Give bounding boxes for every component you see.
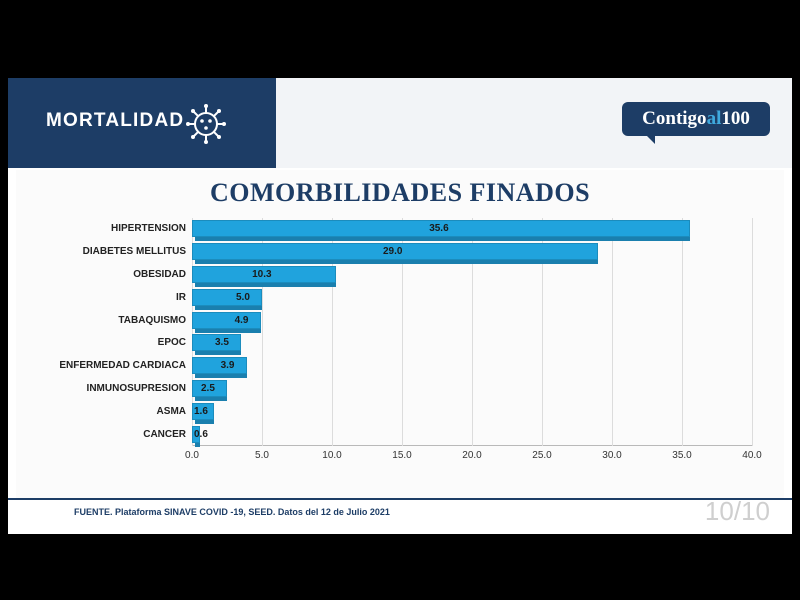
chart-bar-row: [156, 401, 752, 423]
brand-logo: [622, 102, 770, 136]
logo-part-100: 100: [721, 108, 750, 129]
bar-wrapper: [192, 289, 262, 306]
y-axis-category-label: ENFERMEDAD CARDIACA: [59, 360, 186, 372]
y-axis-category-label: OBESIDAD: [133, 269, 186, 280]
chart-plot-area: [59, 218, 762, 461]
bar-wrapper: [192, 312, 261, 329]
bar-value-label: 0.6: [194, 428, 208, 440]
chart-title: COMORBILIDADES FINADOS: [209, 178, 591, 207]
header-blue-block: [8, 78, 276, 168]
chart-bar-row: [143, 424, 752, 446]
chart-bar-row: [176, 287, 752, 309]
bar-value-label: 2.5: [201, 383, 215, 394]
chart-bar-row: [82, 241, 752, 263]
virus-icon: [184, 102, 228, 146]
chart-bar-row: [118, 310, 752, 332]
chart-bar-row: [59, 355, 752, 377]
x-axis-tick-label: 5.0: [255, 450, 269, 461]
chart-bar-row: [133, 264, 752, 286]
slide: [8, 78, 792, 534]
logo-part-al: al: [706, 108, 722, 129]
y-axis-category-label: IR: [176, 291, 186, 303]
x-axis-tick-label: 15.0: [392, 450, 412, 461]
x-axis-tick-label: 40.0: [742, 450, 762, 461]
chart-container: [16, 170, 784, 500]
chart-bar-row: [110, 218, 752, 240]
x-axis-tick-label: 0.0: [185, 450, 199, 461]
slide-footer: [8, 498, 792, 534]
y-axis-category-label: CANCER: [143, 428, 186, 440]
bar-value-label: 1.6: [194, 405, 208, 417]
chart-bar-row: [86, 378, 752, 400]
page-number: 10/10: [704, 496, 770, 526]
bar-value-label: 3.9: [220, 360, 235, 372]
logo-speech-tail: [646, 135, 655, 144]
bar-value-label: 10.3: [252, 269, 272, 280]
gridline: [752, 218, 753, 446]
logo-part-contigo: Contigo: [642, 108, 707, 129]
chart-bar-row: [157, 332, 752, 354]
footer-source-text: FUENTE. Plataforma SINAVE COVID -19, SEED. Datos del 12 de Julio 2021: [74, 507, 390, 517]
slide-header: [8, 78, 792, 168]
x-axis-tick-label: 20.0: [462, 450, 482, 461]
brand-logo-text: [622, 102, 770, 136]
chart-bar[interactable]: [192, 312, 261, 329]
y-axis-category-label: ASMA: [156, 405, 186, 417]
bar-shadow: [195, 443, 200, 447]
bar-value-label: 5.0: [236, 291, 250, 303]
x-axis-tick-label: 25.0: [532, 450, 552, 461]
chart-bar[interactable]: [192, 357, 247, 374]
chart-bar[interactable]: [192, 289, 262, 306]
bar-wrapper: [192, 357, 247, 374]
bar-value-label: 35.6: [429, 223, 449, 235]
page-title: MORTALIDAD: [46, 110, 185, 131]
x-axis-tick-label: 10.0: [322, 450, 342, 461]
bar-value-label: 29.0: [383, 246, 403, 258]
y-axis-category-label: EPOC: [157, 337, 186, 349]
y-axis-category-label: TABAQUISMO: [118, 314, 186, 326]
y-axis-category-label: DIABETES MELLITUS: [82, 246, 186, 258]
bar-value-label: 3.5: [215, 337, 229, 349]
y-axis-category-label: INMUNOSUPRESION: [86, 383, 186, 394]
bar-value-label: 4.9: [234, 314, 249, 326]
y-axis-category-label: HIPERTENSION: [110, 223, 186, 235]
x-axis-tick-label: 35.0: [672, 450, 692, 461]
x-axis-tick-label: 30.0: [602, 450, 622, 461]
